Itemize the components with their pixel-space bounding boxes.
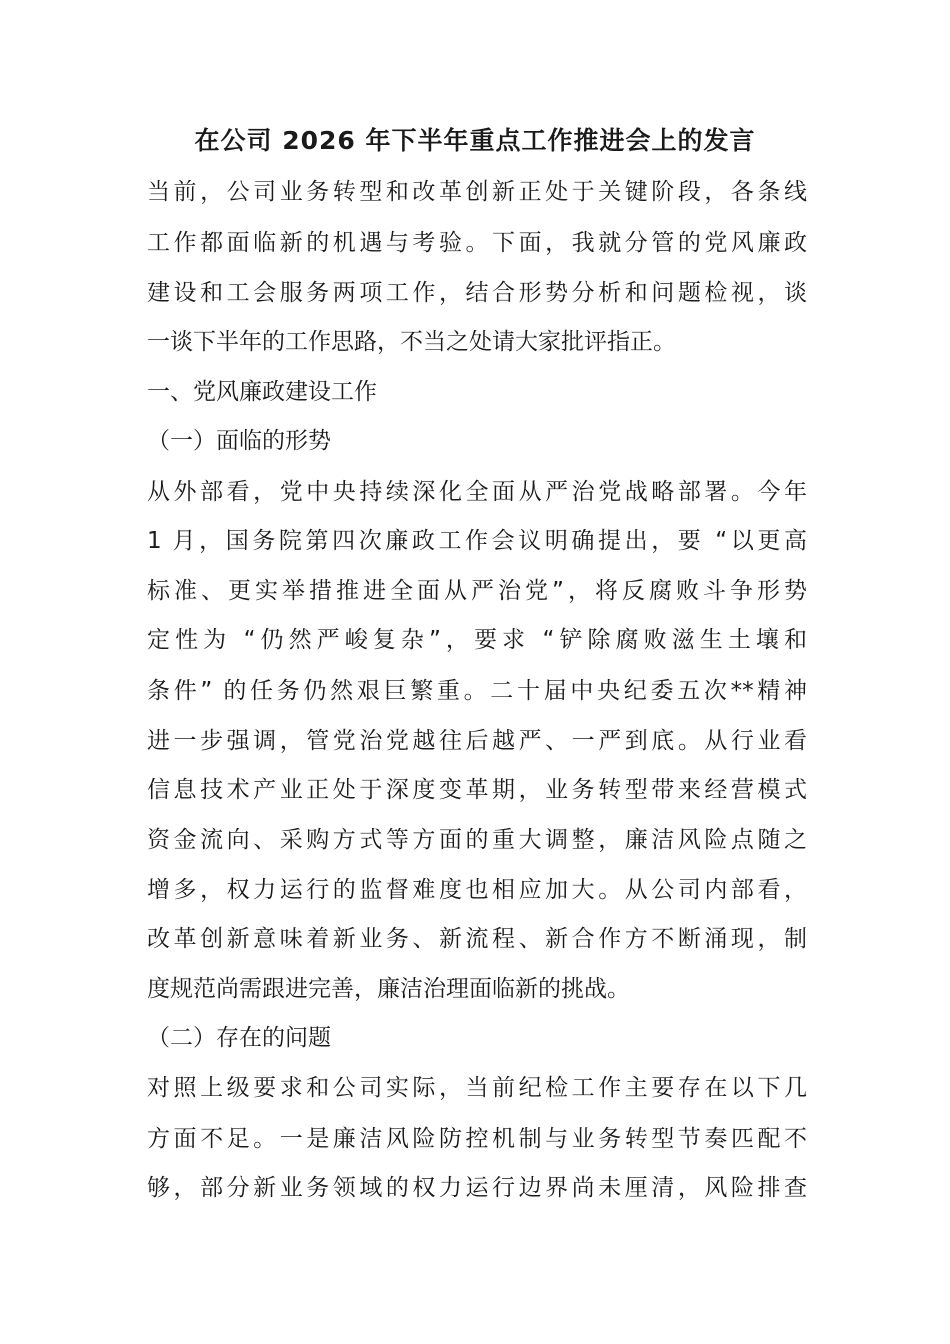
document-title: 在公司 2026 年下半年重点工作推进会上的发言 [194, 126, 756, 155]
paragraph-line: 标准、更实举措推进全面从严治党”，将反腐败斗争形势 [147, 578, 807, 604]
paragraph-line: 信息技术产业正处于深度变革期，业务转型带来经营模式 [147, 777, 807, 803]
paragraph-line: 工作都面临新的机遇与考验。下面，我就分管的党风廉政 [147, 230, 807, 256]
paragraph-line: 方面不足。一是廉洁风险防控机制与业务转型节奏匹配不 [147, 1126, 807, 1152]
paragraph-line: 当前，公司业务转型和改革创新正处于关键阶段，各条线 [147, 179, 807, 205]
paragraph-line: 度规范尚需跟进完善，廉洁治理面临新的挑战。 [147, 976, 630, 1002]
paragraph-line: 够，部分新业务领域的权力运行边界尚未厘清，风险排查 [147, 1175, 807, 1201]
paragraph-line: 改革创新意味着新业务、新流程、新合作方不断涌现，制 [147, 926, 807, 952]
paragraph-line: 1 月，国务院第四次廉政工作会议明确提出，要 “以更高 [147, 528, 807, 554]
section-heading: 一、党风廉政建设工作 [147, 379, 377, 405]
paragraph-line: 对照上级要求和公司实际，当前纪检工作主要存在以下几 [147, 1075, 807, 1101]
paragraph-line: 条件” 的任务仍然艰巨繁重。二十届中央纪委五次**精神 [147, 678, 807, 704]
paragraph-line: 一谈下半年的工作思路，不当之处请大家批评指正。 [147, 329, 676, 355]
paragraph-line: 建设和工会服务两项工作，结合形势分析和问题检视，谈 [147, 280, 807, 306]
paragraph-line: 定性为 “仍然严峻复杂”，要求 “铲除腐败滋生土壤和 [147, 627, 807, 653]
paragraph-line: 进一步强调，管党治党越往后越严、一严到底。从行业看 [147, 728, 807, 754]
paragraph-line: 增多，权力运行的监督难度也相应加大。从公司内部看， [147, 877, 807, 903]
subsection-heading: （二）存在的问题 [147, 1025, 331, 1051]
paragraph-line: 从外部看，党中央持续深化全面从严治党战略部署。今年 [147, 479, 807, 505]
subsection-heading: （一）面临的形势 [147, 428, 331, 454]
paragraph-line: 资金流向、采购方式等方面的重大调整，廉洁风险点随之 [147, 827, 807, 853]
